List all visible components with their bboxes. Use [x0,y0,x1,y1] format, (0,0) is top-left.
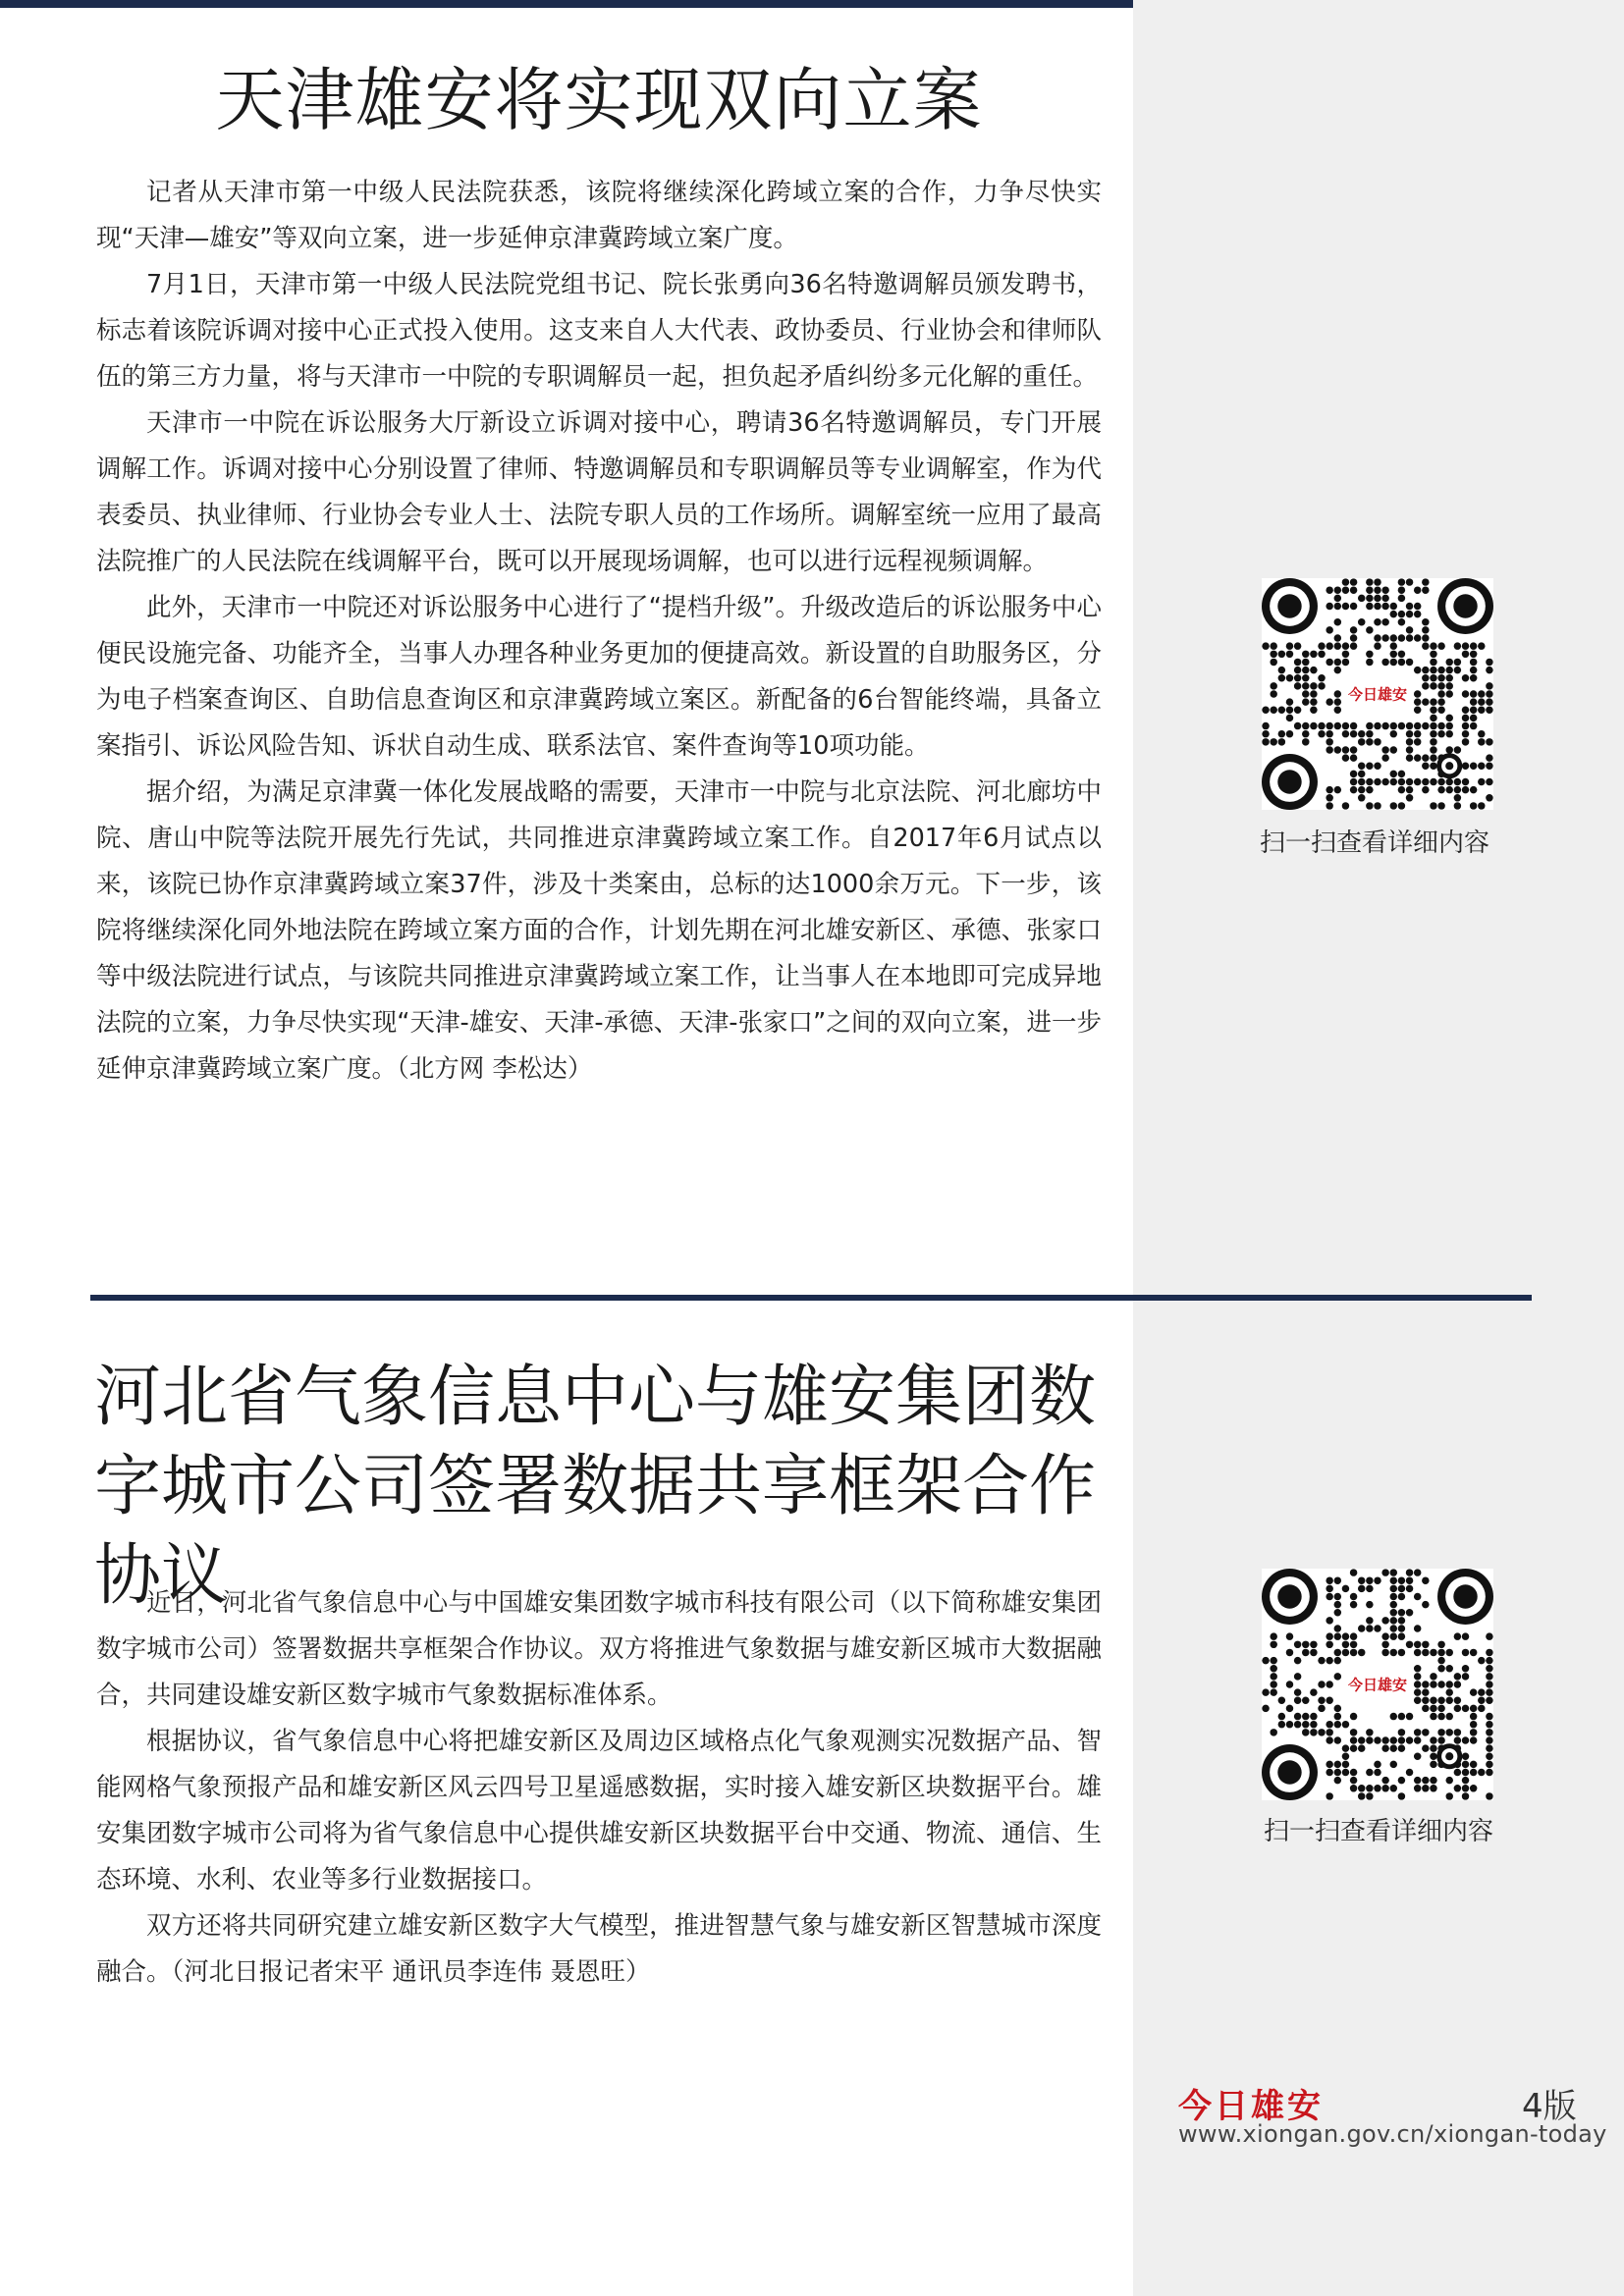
footer-page-number: 4版 [1522,2087,1577,2126]
article2-paragraph: 近日，河北省气象信息中心与中国雄安集团数字城市科技有限公司（以下简称雄安集团数字城市公司）签署数据共享框架合作协议。双方将推进气象数据与雄安新区城市大数据融合，共同建设雄安新区数字城市气象数据标准体系。 [96,1588,1102,1710]
footer-site-url[interactable]: www.xiongan.gov.cn/xiongan-today [1178,2120,1607,2148]
footer-brand-logo: 今日雄安 [1178,2087,1324,2126]
article2-paragraph: 根据协议，省气象信息中心将把雄安新区及周边区域格点化气象观测实况数据产品、智能网格气象预报产品和雄安新区风云四号卫星遥感数据，实时接入雄安新区块数据平台。雄安集团数字城市公司将为省气象信息中心提供雄安新区块数据平台中交通、物流、通信、生态环境、水利、农业等多行业数据接口。 [96,1727,1102,1895]
qr-code-article1[interactable] [1262,578,1493,810]
article2-paragraph: 双方还将共同研究建立雄安新区数字大气模型，推进智慧气象与雄安新区智慧城市深度融合。（河北日报记者宋平 通讯员李连伟 聂恩旺） [96,1911,1102,1987]
article1-paragraph: 据介绍，为满足京津冀一体化发展战略的需要，天津市一中院与北京法院、河北廊坊中院、唐山中院等法院开展先行先试，共同推进京津冀跨域立案工作。自2017年6月试点以来，该院已协作京津冀跨域立案37件，涉及十类案由，总标的达1000余万元。下一步，该院将继续深化同外地法院在跨域立案方面的合作，计划先期在河北雄安新区、承德、张家口等中级法院进行试点，与该院共同推进京津冀跨域立案工作，让当事人在本地即可完成异地法院的立案，力争尽快实现“天津-雄安、天津-承德、天津-张家口”之间的双向立案，进一步延伸京津冀跨域立案广度。（北方网 李松达） [96,777,1102,1084]
qr-code-graphic [1262,1569,1493,1800]
qr-code-article2[interactable] [1262,1569,1493,1800]
qr-code-graphic [1262,578,1493,810]
top-accent-bar [0,0,1133,8]
article2-body [96,1580,1102,1996]
section-divider [90,1295,1532,1301]
qr-center-logo: 今日雄安 [1347,1676,1408,1694]
article1-paragraph: 7月1日，天津市第一中级人民法院党组书记、院长张勇向36名特邀调解员颁发聘书，标志着该院诉调对接中心正式投入使用。这支来自人大代表、政协委员、行业协会和律师队伍的第三方力量，将与天津市一中院的专职调解员一起，担负起矛盾纠纷多元化解的重任。 [96,270,1102,392]
qr-caption-article1: 扫一扫查看详细内容 [1259,828,1489,858]
article2-title: 河北省气象信息中心与雄安集团数字城市公司签署数据共享框架合作协议 [94,1359,1097,1615]
right-sidebar [1133,0,1624,2296]
qr-center-logo: 今日雄安 [1347,685,1408,704]
article1-paragraph: 记者从天津市第一中级人民法院获悉，该院将继续深化跨域立案的合作，力争尽快实现“天津—雄安”等双向立案，进一步延伸京津冀跨域立案广度。 [96,178,1102,253]
article1-paragraph: 此外，天津市一中院还对诉讼服务中心进行了“提档升级”。升级改造后的诉讼服务中心便民设施完备、功能齐全，当事人办理各种业务更加的便捷高效。新设置的自助服务区，分为电子档案查询区、自助信息查询区和京津冀跨域立案区。新配备的6台智能终端，具备立案指引、诉讼风险告知、诉状自动生成、联系法官、案件查询等10项功能。 [96,593,1102,761]
article1-body [96,170,1102,1093]
article1-title: 天津雄安将实现双向立案 [215,60,983,140]
article1-paragraph: 天津市一中院在诉讼服务大厅新设立诉调对接中心，聘请36名特邀调解员，专门开展调解工作。诉调对接中心分别设置了律师、特邀调解员和专职调解员等专业调解室，作为代表委员、执业律师、行业协会专业人士、法院专职人员的工作场所。调解室统一应用了最高法院推广的人民法院在线调解平台，既可以开展现场调解，也可以进行远程视频调解。 [96,408,1102,576]
qr-caption-article2: 扫一扫查看详细内容 [1263,1817,1493,1846]
